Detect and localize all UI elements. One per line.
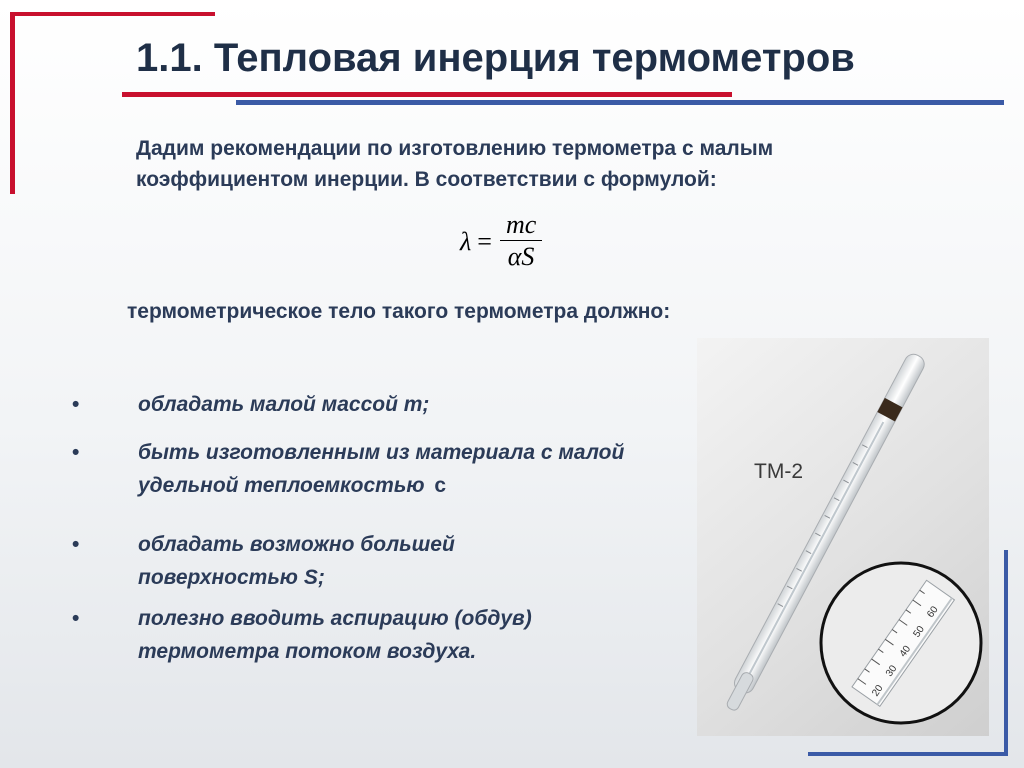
bullet-marker: •: [72, 393, 80, 416]
bullet-emphasis: S: [303, 566, 318, 589]
bullet-tail: ;: [317, 566, 325, 589]
formula-fraction: [500, 210, 542, 273]
bottom-blue-line: [808, 752, 1008, 756]
formula-denominator: αS: [507, 242, 535, 271]
bullet-emphasis: с: [434, 474, 447, 497]
formula-lambda: λ: [460, 226, 472, 256]
scale-label: 20: [870, 683, 886, 699]
right-blue-line: [1004, 550, 1008, 756]
formula-numerator: mc: [500, 210, 542, 241]
page-title: 1.1. Тепловая инерция термометров: [136, 36, 855, 80]
bullet-text-wrap: [138, 436, 658, 502]
bullet-item: [72, 602, 672, 668]
bullet-marker: •: [72, 441, 80, 464]
formula-equals: =: [477, 226, 492, 256]
intro-text: [136, 133, 976, 195]
bullet-text-wrap: [138, 528, 558, 594]
thermometer-label: ТМ-2: [754, 460, 803, 483]
scale-label: 30: [883, 663, 900, 679]
scale-label: 60: [925, 604, 941, 620]
thermometer-illustration: [697, 338, 989, 736]
inertia-formula: [460, 210, 542, 273]
bullet-marker: •: [72, 607, 80, 630]
bullet-text: быть изготовленным из материала с малой удельной теплоемкостью: [138, 441, 625, 497]
bullet-item: [72, 388, 672, 421]
bullet-text: обладать возможно большей поверхностью: [138, 533, 455, 589]
title-red-underline: [122, 92, 732, 97]
bullet-item: [72, 528, 672, 594]
scale-label: 40: [897, 643, 914, 660]
scale-label: 50: [911, 624, 927, 640]
thermometer-photo: [697, 338, 989, 736]
bullet-text: полезно вводить аспирацию (обдув) термометра потоком воздуха.: [138, 607, 532, 663]
intro-line-1: Дадим рекомендации по изготовлению термометра с малым: [136, 137, 774, 160]
bullet-text: обладать малой массой m;: [138, 393, 430, 416]
lead-text: термометрическое тело такого термометра должно:: [127, 300, 671, 323]
left-red-line: [10, 12, 15, 194]
top-red-line: [10, 12, 215, 16]
magnifier-inset: [821, 563, 981, 723]
bullet-marker: •: [72, 533, 80, 556]
intro-line-2: коэффициентом инерции. В соответствии с формулой:: [136, 168, 717, 191]
bullet-item: [72, 436, 672, 502]
title-blue-underline: [236, 100, 1004, 105]
